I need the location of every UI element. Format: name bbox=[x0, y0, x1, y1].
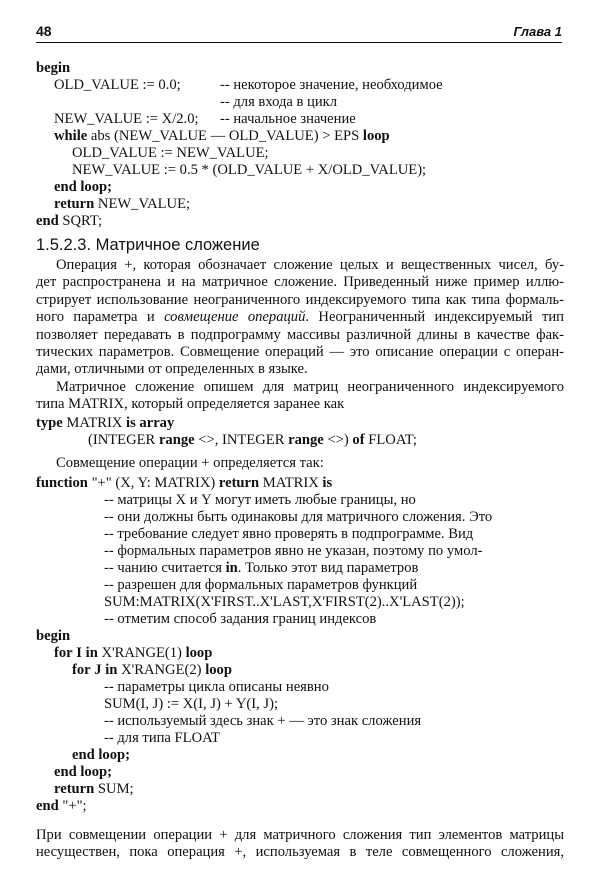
code-line: end loop; bbox=[54, 764, 112, 780]
paragraph-line: тических параметров. Совмещение операций — это описание операции с операн- bbox=[36, 344, 564, 361]
keyword: for bbox=[54, 645, 73, 661]
text-fragment: ного параметра и bbox=[36, 309, 155, 326]
paragraph-line: позволяет передавать в подпрограмму массивы различной длины в качестве фак- bbox=[36, 326, 564, 343]
code-line: NEW_VALUE := X/2.0; bbox=[54, 111, 199, 127]
keyword: for bbox=[72, 662, 91, 678]
code-comment: -- используемый здесь знак + — это знак сложения bbox=[104, 713, 422, 729]
keyword: range bbox=[288, 432, 324, 448]
paragraph-line: стрирует использование неограниченного индексируемого типа как типа формаль- bbox=[36, 291, 564, 308]
code-line: OLD_VALUE := NEW_VALUE; bbox=[72, 145, 269, 161]
keyword: range bbox=[158, 432, 195, 448]
keyword: end bbox=[36, 213, 59, 229]
code-line: OLD_VALUE := 0.0; bbox=[54, 77, 181, 93]
code-comment: -- отметим способ задания границ индексов bbox=[104, 611, 377, 627]
text-fragment: . Неограниченный индексируемый тип bbox=[305, 309, 564, 326]
italic-term: совмещение операций bbox=[164, 309, 306, 326]
keyword: loop bbox=[362, 128, 390, 144]
code-text: -- чанию считается bbox=[104, 560, 222, 576]
code-line: begin bbox=[36, 60, 71, 76]
code-line bbox=[36, 415, 174, 432]
code-text: "+"; bbox=[62, 798, 87, 814]
loop-variable: J bbox=[94, 662, 102, 678]
code-text: (INTEGER bbox=[88, 432, 156, 448]
code-text: SUM; bbox=[97, 781, 134, 797]
code-text: X'RANGE(1) bbox=[101, 645, 182, 661]
code-text: "+" (X, Y: MATRIX) bbox=[91, 475, 216, 491]
chapter-title: Глава 1 bbox=[513, 24, 562, 39]
paragraph-line: Операция +, которая обозначает сложение целых и вещественных чисел, бу- bbox=[56, 257, 564, 273]
code-line bbox=[54, 645, 212, 662]
code-text: X'RANGE(2) bbox=[121, 662, 202, 678]
code-comment: -- требование следует явно проверять в подпрограмме. Вид bbox=[104, 526, 474, 542]
code-text: . Только этот вид параметров bbox=[237, 560, 419, 576]
keyword: return bbox=[54, 196, 95, 212]
code-text: FLOAT; bbox=[368, 432, 417, 448]
code-line: end loop; bbox=[54, 179, 112, 195]
code-line bbox=[72, 662, 232, 679]
code-line: end loop; bbox=[72, 747, 130, 763]
page-header bbox=[36, 22, 562, 43]
paragraph bbox=[36, 257, 564, 379]
keyword: type bbox=[36, 415, 63, 431]
code-text: <>, INTEGER bbox=[198, 432, 285, 448]
code-comment: -- параметры цикла описаны неявно bbox=[104, 679, 329, 695]
paragraph-line: Матричное сложение опишем для матриц неограниченного индексируемого bbox=[56, 379, 564, 395]
keyword: is bbox=[322, 475, 333, 491]
paragraph-line bbox=[36, 309, 564, 326]
code-line: begin bbox=[36, 628, 71, 644]
paragraph-line: дами, отличными от определенных в языке. bbox=[36, 361, 308, 378]
code-line bbox=[54, 781, 134, 798]
keyword: return bbox=[218, 475, 260, 491]
code-text: MATRIX bbox=[66, 415, 123, 431]
code-comment: -- разрешен для формальных параметров функций bbox=[104, 577, 418, 593]
keyword: while bbox=[54, 128, 88, 144]
keyword: function bbox=[36, 475, 88, 491]
keyword: loop bbox=[185, 645, 213, 661]
keyword: loop bbox=[205, 662, 232, 678]
paragraph bbox=[36, 379, 564, 414]
paragraph-line: Совмещение операции + определяется так: bbox=[56, 455, 324, 471]
code-comment: -- матрицы X и Y могут иметь любые границы, но bbox=[104, 492, 416, 508]
code-line: SUM:MATRIX(X'FIRST..X'LAST,X'FIRST(2)..X'LAST(2)); bbox=[104, 594, 465, 610]
code-text: SQRT; bbox=[62, 213, 103, 229]
code-line bbox=[88, 432, 417, 449]
code-line bbox=[36, 213, 102, 230]
code-comment: -- они должны быть одинаковы для матричного сложения. Это bbox=[104, 509, 493, 525]
section-heading: 1.5.2.3. Матричное сложение bbox=[36, 236, 260, 254]
keyword: return bbox=[54, 781, 95, 797]
code-line: SUM(I, J) := X(I, J) + Y(I, J); bbox=[104, 696, 278, 712]
keyword: in bbox=[225, 560, 238, 576]
code-text: NEW_VALUE; bbox=[97, 196, 191, 212]
keyword: is array bbox=[126, 415, 175, 431]
loop-variable: I bbox=[76, 645, 82, 661]
page-number: 48 bbox=[36, 23, 52, 39]
code-text: abs (NEW_VALUE — OLD_VALUE) > EPS bbox=[90, 128, 360, 144]
code-line: NEW_VALUE := 0.5 * (OLD_VALUE + X/OLD_VALUE); bbox=[72, 162, 427, 178]
code-line bbox=[54, 196, 190, 213]
code-comment: -- формальных параметров явно не указан, поэтому по умол- bbox=[104, 543, 483, 559]
keyword: end bbox=[36, 798, 59, 814]
keyword: in bbox=[85, 645, 98, 661]
paragraph-line: дет распространена и на матричное сложение. Приведенный ниже пример иллю- bbox=[36, 274, 564, 291]
paragraph-line: типа MATRIX, который определяется заранее как bbox=[36, 396, 345, 413]
keyword: of bbox=[352, 432, 365, 448]
code-line bbox=[36, 475, 332, 492]
code-text: <>) bbox=[327, 432, 349, 448]
code-line bbox=[54, 128, 390, 145]
paragraph bbox=[36, 827, 564, 862]
code-line bbox=[36, 798, 87, 815]
code-comment: -- некоторое значение, необходимое bbox=[220, 77, 443, 93]
paragraph-line: несуществен, пока операция +, используемая в теле совмещенного сложения, bbox=[36, 844, 564, 861]
code-text: MATRIX bbox=[262, 475, 319, 491]
code-comment: -- для типа FLOAT bbox=[104, 730, 220, 746]
code-comment: -- для входа в цикл bbox=[220, 94, 338, 110]
code-comment bbox=[104, 560, 418, 577]
paragraph-line: При совмещении операции + для матричного сложения тип элементов матрицы bbox=[36, 827, 564, 843]
keyword: in bbox=[105, 662, 118, 678]
code-comment: -- начальное значение bbox=[220, 111, 356, 127]
